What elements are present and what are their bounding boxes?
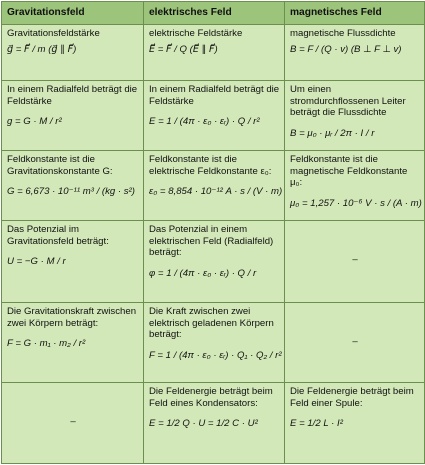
row-radial-field [2,81,425,151]
row-field-constant [2,151,425,221]
cell-mag-flux-density [285,25,425,81]
cell-grav-radial [2,81,144,151]
el-radial-formula: E = 1 / (4π · ε₀ · εᵣ) · Q / r² [149,116,260,128]
row-field-strength [2,25,425,81]
cell-el-force [144,303,285,383]
mag-constant-text: Feldkonstante ist die magnetische Feldkonstante μ₀: [290,154,408,189]
grav-potential-text: Das Potenzial im Gravitationsfeld beträgt: [7,224,109,247]
header-row [2,2,425,25]
cell-el-constant [144,151,285,221]
cell-el-energy [144,383,285,464]
grav-potential-formula: U = −G · M / r [7,256,66,268]
mag-energy-formula: E = 1/2 L · I² [290,418,343,430]
el-field-strength-label: elektrische Feldstärke [149,28,243,39]
grav-force-text: Die Gravitationskraft zwischen zwei Körpern beträgt: [7,306,137,329]
cell-grav-force [2,303,144,383]
mag-energy-text: Die Feldenergie beträgt beim Feld einer Spule: [290,386,414,409]
grav-constant-formula: G = 6,673 · 10⁻¹¹ m³ / (kg · s²) [7,186,135,198]
el-force-text: Die Kraft zwischen zwei elektrisch geladenen Körpern beträgt: [149,306,274,341]
cell-grav-energy-empty [2,383,144,464]
mag-flux-density-label: magnetische Flussdichte [290,28,396,39]
grav-field-strength-label: Gravitationsfeldstärke [7,28,100,39]
row-force [2,303,425,383]
el-constant-formula: ε₀ = 8,854 · 10⁻¹² A · s / (V · m) [149,186,283,198]
cell-el-radial [144,81,285,151]
el-energy-formula: E = 1/2 Q · U = 1/2 C · U² [149,418,258,430]
grav-radial-text: In einem Radialfeld beträgt die Feldstärke [7,84,138,107]
empty-dash: – [352,254,358,265]
grav-force-formula: F = G · m₁ · m₂ / r² [7,338,86,350]
mag-constant-formula: μ₀ = 1,257 · 10⁻⁶ V · s / (A · m) [290,198,422,210]
el-constant-text: Feldkonstante ist die elektrische Feldkonstante ε₀: [149,154,272,177]
el-force-formula: F = 1 / (4π · ε₀ · εᵣ) · Q₁ · Q₂ / r² [149,350,282,362]
header-magnetic-field: magnetisches Feld [285,2,425,25]
cell-el-field-strength [144,25,285,81]
cell-grav-constant [2,151,144,221]
el-field-strength-formula: E⃗ = F⃗ / Q (E⃗ ∥ F⃗) [149,43,218,55]
cell-mag-energy [285,383,425,464]
cell-grav-field-strength [2,25,144,81]
cell-el-potential [144,221,285,303]
el-potential-formula: φ = 1 / (4π · ε₀ · εᵣ) · Q / r [149,268,257,280]
empty-dash: – [70,416,76,427]
field-comparison-table [1,1,425,464]
el-radial-text: In einem Radialfeld beträgt die Feldstärke [149,84,280,107]
cell-mag-force-empty [285,303,425,383]
grav-field-strength-formula: g⃗ = F⃗ / m (g⃗ ∥ F⃗) [7,43,77,55]
el-energy-text: Die Feldenergie beträgt beim Feld eines Kondensators: [149,386,273,409]
cell-grav-potential [2,221,144,303]
empty-dash: – [352,336,358,347]
cell-mag-constant [285,151,425,221]
grav-radial-formula: g = G · M / r² [7,116,62,128]
cell-mag-potential-empty [285,221,425,303]
mag-conductor-formula: B = μ₀ · μᵣ / 2π · I / r [290,128,375,140]
header-gravitational-field: Gravitationsfeld [2,2,144,25]
header-electric-field: elektrisches Feld [144,2,285,25]
el-potential-text: Das Potenzial in einem elektrischen Feld (Radialfeld) beträgt: [149,224,274,259]
mag-conductor-text: Um einen stromdurchflossenen Leiter beträgt die Flussdichte [290,84,406,119]
row-field-energy [2,383,425,464]
cell-mag-conductor [285,81,425,151]
mag-flux-density-formula: B = F / (Q · v) (B ⊥ F ⊥ v) [290,43,402,55]
grav-constant-text: Feldkonstante ist die Gravitationskonstante G: [7,154,113,177]
row-potential [2,221,425,303]
